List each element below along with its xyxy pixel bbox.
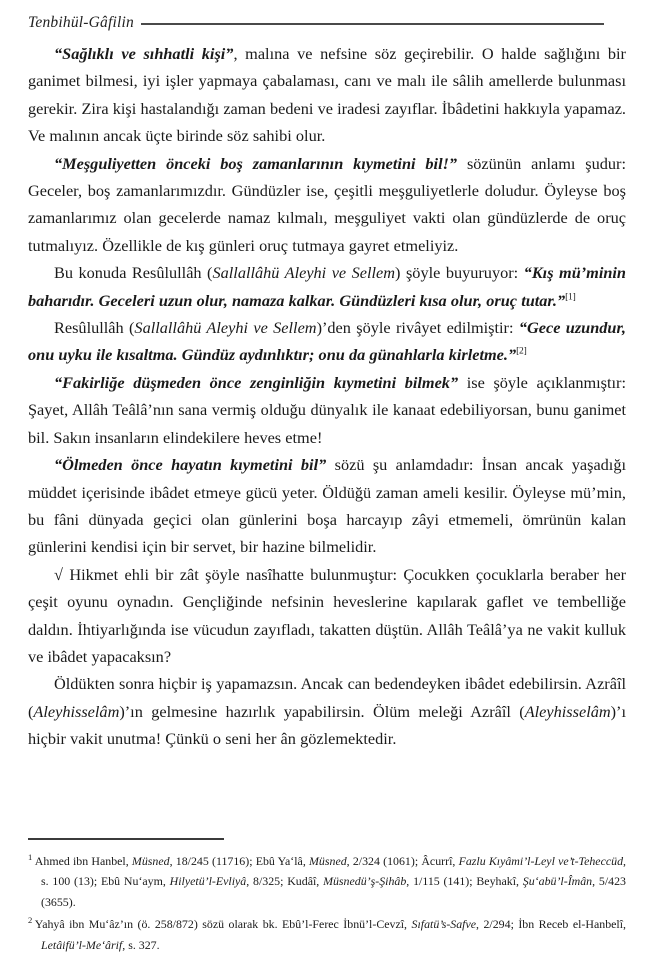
footnote-number: 1	[28, 851, 33, 862]
paragraph-7-text: Hikmet ehli bir zât şöyle nasîhatte bulunmuştur: Çocukken çocuklarla beraber her çeşit oyunu oynadın. Gençliğinde nefsinin heveslerine kapılarak gaflet ve tembelliğe daldın. İhtiyarlığında ise vücudun zayıfladı, takatten düştün. Allâh Teâlâ’ya ne vakit kulluk ve ibâdet yapacaksın?	[28, 564, 626, 666]
footnote-text: , s. 327.	[122, 937, 160, 952]
paragraph-5-text: ise şöyle açıklanmıştır: Şayet, Allâh Teâlâ’nın sana vermiş olduğu dünyalık ile kanaat edebiliyorsan, bunu ganimet bil. Sakın insanların elindekilere heves etme!	[28, 372, 626, 447]
honorific-3: Aleyhisselâm	[33, 701, 120, 721]
running-head-title: Tenbihül-Gâfilin	[28, 14, 134, 31]
quoted-saying-1: “Sağlıklı ve sıhhatli kişi”	[54, 44, 234, 63]
footnote-source-title: Müsnedü’ş-Şihâb	[323, 874, 407, 889]
paragraph-5	[28, 369, 626, 451]
footnote-text: , s. 100 (13); Ebû Nu‘aym,	[41, 853, 627, 889]
body-text-block	[28, 40, 626, 753]
footnote-text: , 5/423 (3655).	[41, 874, 627, 909]
paragraph-8-lead: Öldükten sonra hiçbir iş yapamazsın. Ancak can bedendeyken ibâdet edebilirsin. Azrâîl (	[28, 674, 626, 721]
footnote-divider	[28, 838, 224, 840]
footnote-text: Yahyâ ibn Mu‘âz’ın (ö. 258/872) sözü olarak bk. Ebû’l-Ferec İbnü’l-Cevzî,	[34, 917, 412, 932]
running-head-rule	[141, 23, 604, 25]
footnote-source-title: Müsned	[309, 853, 347, 868]
running-head	[28, 10, 625, 36]
honorific-4: Aleyhisselâm	[524, 701, 611, 721]
footnote-text: , 2/324 (1061); Âcurrî,	[346, 853, 459, 868]
footnote-source-title: Sıfatü’s-Safve	[411, 917, 477, 932]
footnote-item	[28, 914, 626, 955]
paragraph-6	[28, 451, 626, 561]
paragraph-4-mid: )’den şöyle rivâyet edilmiştir:	[316, 318, 519, 338]
footnote-text: , 2/294; İbn Receb el-Hanbelî,	[476, 917, 627, 932]
footnote-text: , 18/245 (11716); Ebû Ya‘lâ,	[169, 853, 310, 868]
footnote-number: 2	[28, 915, 33, 926]
quoted-hadith-2: “Gece uzundur, onu uyku ile kısaltma. Gündüz aydınlıktır; onu da günahlarla kirletme.”	[28, 318, 626, 365]
paragraph-3-mid: ) şöyle buyuruyor:	[395, 263, 524, 283]
footnote-source-title: Şu‘abü’l-Îmân	[522, 874, 593, 889]
footnote-source-title: Letâifü’l-Me‘ârif	[41, 937, 123, 952]
honorific-2: Sallallâhü Aleyhi ve Sellem	[134, 318, 317, 338]
paragraph-1	[28, 40, 626, 150]
quoted-saying-4: “Ölmeden önce hayatın kıymetini bil”	[54, 455, 327, 475]
footnote-source-title: Müsned	[131, 853, 170, 868]
footnote-area	[28, 838, 626, 957]
paragraph-8-tail: )’ı hiçbir vakit unutma! Çünkü o seni her ân gözlemektedir.	[28, 701, 626, 749]
paragraph-4-lead: Resûlullâh (	[54, 318, 135, 338]
quoted-saying-2: “Meşguliyetten önceki boş zamanlarının kıymetini bil!”	[54, 153, 458, 173]
paragraph-8-mid: )’ın gelmesine hazırlık yapabilirsin. Ölüm meleği Azrâîl (	[119, 701, 525, 721]
footnote-text: Ahmed ibn Hanbel,	[34, 853, 132, 868]
footnote-marker-2[interactable]: [2]	[516, 347, 527, 358]
footnote-text: , 1/115 (141); Beyhakî,	[406, 874, 523, 889]
paragraph-3	[28, 259, 626, 314]
quoted-saying-3: “Fakirliğe düşmeden önce zenginliğin kıymetini bilmek”	[54, 372, 459, 392]
radical-bullet-icon: √	[54, 564, 63, 584]
honorific-1: Sallallâhü Aleyhi ve Sellem	[212, 263, 396, 283]
footnote-list	[28, 851, 626, 956]
paragraph-2	[28, 150, 626, 260]
paragraph-3-lead: Bu konuda Resûlullâh (	[54, 263, 213, 283]
footnote-marker-1[interactable]: [1]	[565, 292, 576, 303]
paragraph-1-text: , malına ve nefsine söz geçirebilir. O halde sağlığını bir ganimet bilmesi, iyi işler yapmaya çabalaması, canı ve malı ile sâlih amellerde bulunması gerekir. Zira kişi hastalandığı zaman bedeni ve iradesi zayıflar. İbâdetini hakkıyla yapamaz. Ve malının ancak üçte birinde söz sahibi olur.	[28, 44, 626, 146]
paragraph-7	[28, 561, 626, 671]
quoted-hadith-1: “Kış mü’minin baharıdır. Geceleri uzun olur, namaza kalkar. Gündüzleri kısa olur, oruç tutar.”	[28, 263, 626, 310]
footnote-item	[28, 851, 626, 913]
paragraph-2-text: sözünün anlamı şudur: Geceler, boş zamanlarımızdır. Gündüzler ise, çeşitli meşguliyetlerle doludur. Öyleyse boş zamanlarımız olan gecelerde namaz kılmalı, meşguliyet vakti olan gündüzlerde de oruç tutmalıyız. Özellikle de kış günleri oruç tutmaya gayret etmeliyiz.	[28, 153, 626, 255]
footnote-source-title: Hilyetü’l-Evliyâ	[169, 874, 247, 889]
footnote-text: , 8/325; Kudâî,	[246, 874, 324, 889]
footnote-source-title: Fazlu Kıyâmi’l-Leyl ve’t-Teheccüd	[458, 853, 624, 868]
paragraph-6-text: sözü şu anlamdadır: İnsan ancak yaşadığı müddet içerisinde ibâdet etmeye gücü yeter. Öldüğü zaman ameli kesilir. Öyleyse mü’min, bu fâni dünyada geçici olan günlerini boşa harcayıp zâyi etmemeli, ömrünün kalan günlerini kendisi için bir servet, bir hazine bilmelidir.	[28, 455, 626, 557]
paragraph-4	[28, 314, 626, 369]
paragraph-8	[28, 670, 626, 752]
